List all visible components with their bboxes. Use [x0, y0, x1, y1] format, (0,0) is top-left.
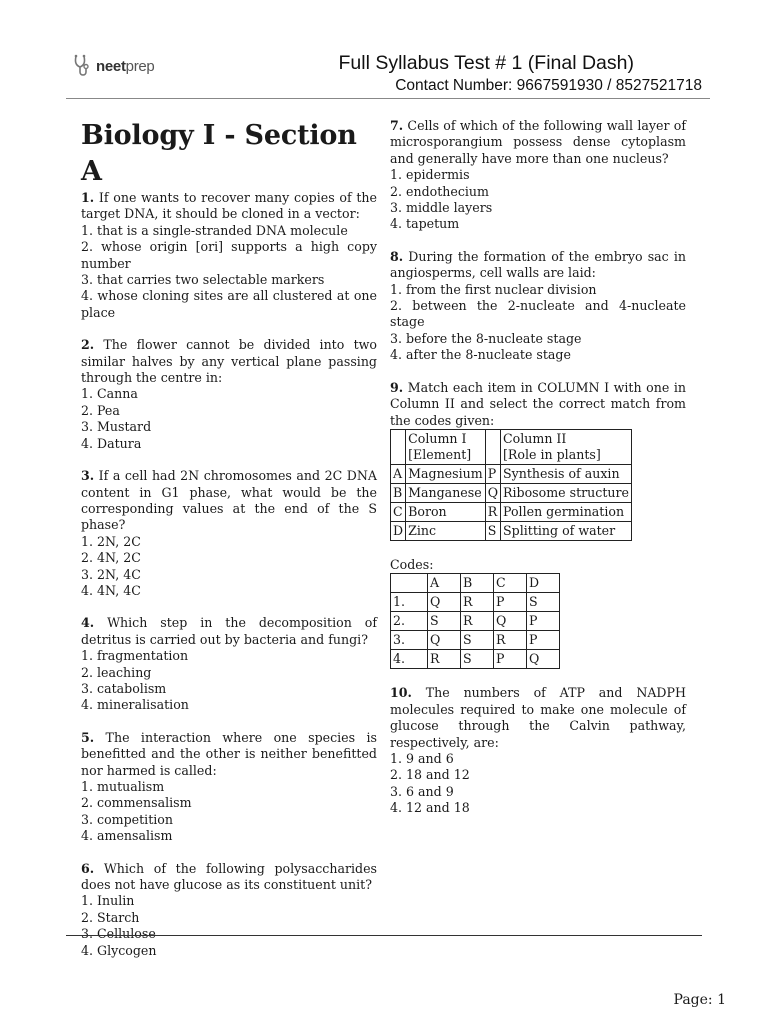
question-stem: If one wants to recover many copies of the target DNA, it should be cloned in a vector:: [81, 190, 377, 222]
codes-header-cell: A: [428, 574, 461, 593]
question-text: [81, 615, 377, 648]
question-number: 4.: [81, 615, 95, 631]
question-stem: Match each item in COLUMN I with one in Column II and select the correct match from the codes given:: [390, 379, 686, 428]
codes-table-header: [391, 574, 560, 593]
match-table-row: [391, 502, 632, 521]
question-number: 3.: [81, 468, 95, 484]
question-number: 1.: [81, 190, 95, 205]
question-stem: The numbers of ATP and NADPH molecules required to make one molecule of glucose through the Calvin pathway, respectively, are:: [390, 685, 686, 750]
match-table: [390, 429, 632, 541]
question-number: 8.: [390, 248, 404, 264]
question-text: [81, 730, 377, 779]
codes-header-cell: B: [461, 574, 494, 593]
logo-wordmark: [96, 58, 154, 75]
question-6: [81, 861, 377, 959]
match-header-cell: [391, 429, 406, 464]
option-2: 2. 18 and 12: [390, 767, 470, 783]
codes-cell: Q: [494, 612, 527, 631]
question-text: [81, 337, 377, 386]
right-question-list-top: [390, 118, 686, 429]
option-3: 3. competition: [81, 811, 173, 827]
match-cell: A: [391, 464, 406, 483]
question-text: [390, 249, 686, 282]
match-cell: Q: [485, 483, 500, 502]
question-stem: Which step in the decomposition of detritus is carried out by bacteria and fungi?: [81, 615, 377, 647]
option-3: 3. 2N, 4C: [81, 566, 141, 582]
question-stem: If a cell had 2N chromosomes and 2C DNA content in G1 phase, what would be the corresponding values at the end of the S phase?: [81, 468, 377, 533]
question-text: [390, 118, 686, 167]
question-5: [81, 730, 377, 845]
neetprep-logo: [72, 52, 154, 80]
option-3: 3. middle layers: [390, 200, 493, 216]
match-header-cell: Column I [Element]: [406, 429, 486, 464]
codes-cell: S: [461, 631, 494, 650]
codes-cell: R: [428, 650, 461, 669]
question-number: 7.: [390, 118, 404, 133]
codes-table-row: [391, 612, 560, 631]
question-stem: The interaction where one species is benefitted and the other is neither benefitted nor harmed is called:: [81, 729, 377, 778]
option-4: 4. amensalism: [81, 828, 173, 844]
codes-cell: R: [461, 593, 494, 612]
question-4: [81, 615, 377, 713]
option-1: 1. from the first nuclear division: [390, 281, 597, 297]
option-3: 3. catabolism: [81, 680, 167, 696]
codes-cell: S: [461, 650, 494, 669]
codes-cell: 1.: [391, 593, 428, 612]
section-title: Biology I - Section A: [81, 120, 357, 187]
codes-table-row: [391, 631, 560, 650]
question-stem: During the formation of the embryo sac in angiosperms, cell walls are laid:: [390, 248, 686, 281]
question-10: [390, 685, 686, 816]
contact-number: Contact Number: 9667591930 / 8527521718: [395, 77, 702, 94]
left-column: [81, 118, 377, 975]
question-text: [81, 190, 377, 223]
question-stem: Which of the following polysaccharides does not have glucose as its constituent unit?: [81, 860, 377, 893]
codes-header-cell: C: [494, 574, 527, 593]
option-4: 4. 12 and 18: [390, 800, 470, 816]
question-9: [390, 380, 686, 429]
match-cell: Ribosome structure: [501, 483, 632, 502]
codes-cell: S: [428, 612, 461, 631]
option-2: 2. whose origin [ori] supports a high copy number: [81, 239, 377, 271]
option-4: 4. whose cloning sites are all clustered at one place: [81, 288, 377, 320]
codes-cell: R: [461, 612, 494, 631]
codes-cell: 3.: [391, 631, 428, 650]
codes-table-row: [391, 650, 560, 669]
match-header-cell: [485, 429, 500, 464]
question-number: 9.: [390, 379, 404, 395]
match-cell: C: [391, 502, 406, 521]
match-table-row: [391, 464, 632, 483]
question-number: 5.: [81, 729, 95, 745]
codes-table: [390, 573, 560, 669]
footer-divider: [66, 935, 702, 936]
codes-cell: P: [527, 631, 560, 650]
codes-header-cell: [391, 574, 428, 593]
match-cell: D: [391, 521, 406, 540]
option-4: 4. tapetum: [390, 216, 460, 232]
match-table-header: [391, 429, 632, 464]
question-text: [390, 380, 686, 429]
page-number: Page: 1: [673, 992, 726, 1008]
question-stem: Cells of which of the following wall layer of microsporangium possess dense cytoplasm and generally have more than one nucleus?: [390, 118, 686, 166]
right-question-list-bottom: [390, 685, 686, 816]
left-question-list: [81, 190, 377, 959]
codes-header-cell: D: [527, 574, 560, 593]
match-table-row: [391, 521, 632, 540]
right-column: [390, 118, 686, 833]
codes-cell: 4.: [391, 650, 428, 669]
option-1: 1. mutualism: [81, 779, 165, 794]
option-3: 3. 6 and 9: [390, 783, 454, 799]
option-2: 2. Pea: [81, 402, 120, 418]
question-2: [81, 337, 377, 452]
codes-cell: P: [527, 612, 560, 631]
codes-cell: Q: [428, 631, 461, 650]
option-3: 3. Cellulose: [81, 926, 156, 942]
option-3: 3. that carries two selectable markers: [81, 272, 325, 288]
codes-cell: 2.: [391, 612, 428, 631]
match-cell: Magnesium: [406, 464, 486, 483]
option-1: 1. 9 and 6: [390, 750, 454, 766]
option-1: 1. Inulin: [81, 893, 135, 909]
option-2: 2. leaching: [81, 664, 152, 680]
match-header-cell: Column II [Role in plants]: [501, 429, 632, 464]
codes-cell: P: [494, 593, 527, 612]
codes-cell: Q: [527, 650, 560, 669]
option-2: 2. endothecium: [390, 183, 489, 199]
option-4: 4. after the 8-nucleate stage: [390, 347, 571, 363]
question-7: [390, 118, 686, 233]
match-cell: S: [485, 521, 500, 540]
codes-cell: R: [494, 631, 527, 650]
option-2: 2. between the 2-nucleate and 4-nucleate stage: [390, 298, 686, 330]
codes-cell: S: [527, 593, 560, 612]
match-cell: Manganese: [406, 483, 486, 502]
option-1: 1. 2N, 2C: [81, 533, 141, 549]
codes-table-row: [391, 593, 560, 612]
match-cell: Pollen germination: [501, 502, 632, 521]
codes-label: Codes:: [390, 556, 434, 572]
codes-cell: P: [494, 650, 527, 669]
option-1: 1. that is a single-stranded DNA molecule: [81, 222, 348, 238]
question-text: [81, 468, 377, 534]
question-8: [390, 249, 686, 364]
question-3: [81, 468, 377, 599]
option-2: 2. commensalism: [81, 795, 192, 811]
question-text: [390, 685, 686, 751]
option-1: 1. epidermis: [390, 167, 470, 183]
header-divider: [66, 98, 710, 99]
option-1: 1. Canna: [81, 386, 138, 402]
question-1: [81, 190, 377, 321]
match-cell: B: [391, 483, 406, 502]
option-4: 4. mineralisation: [81, 697, 189, 713]
question-number: 6.: [81, 860, 95, 876]
test-title: Full Syllabus Test # 1 (Final Dash): [338, 52, 634, 74]
option-2: 2. Starch: [81, 909, 140, 925]
logo-neet: neet: [96, 57, 126, 75]
question-stem: The flower cannot be divided into two similar halves by any vertical plane passing through the centre in:: [81, 337, 377, 386]
stethoscope-icon: [72, 53, 94, 79]
option-4: 4. Datura: [81, 435, 142, 451]
match-cell: Splitting of water: [501, 521, 632, 540]
match-cell: R: [485, 502, 500, 521]
match-cell: Boron: [406, 502, 486, 521]
option-1: 1. fragmentation: [81, 648, 189, 664]
match-cell: P: [485, 464, 500, 483]
question-number: 2.: [81, 337, 95, 353]
option-4: 4. Glycogen: [81, 942, 157, 958]
option-4: 4. 4N, 4C: [81, 582, 141, 598]
option-3: 3. Mustard: [81, 419, 152, 435]
question-number: 10.: [390, 685, 412, 701]
option-3: 3. before the 8-nucleate stage: [390, 330, 582, 346]
logo-prep: prep: [125, 57, 155, 75]
option-2: 2. 4N, 2C: [81, 550, 141, 566]
question-text: [81, 861, 377, 894]
codes-cell: Q: [428, 593, 461, 612]
match-cell: Synthesis of auxin: [501, 464, 632, 483]
match-table-row: [391, 483, 632, 502]
match-cell: Zinc: [406, 521, 486, 540]
